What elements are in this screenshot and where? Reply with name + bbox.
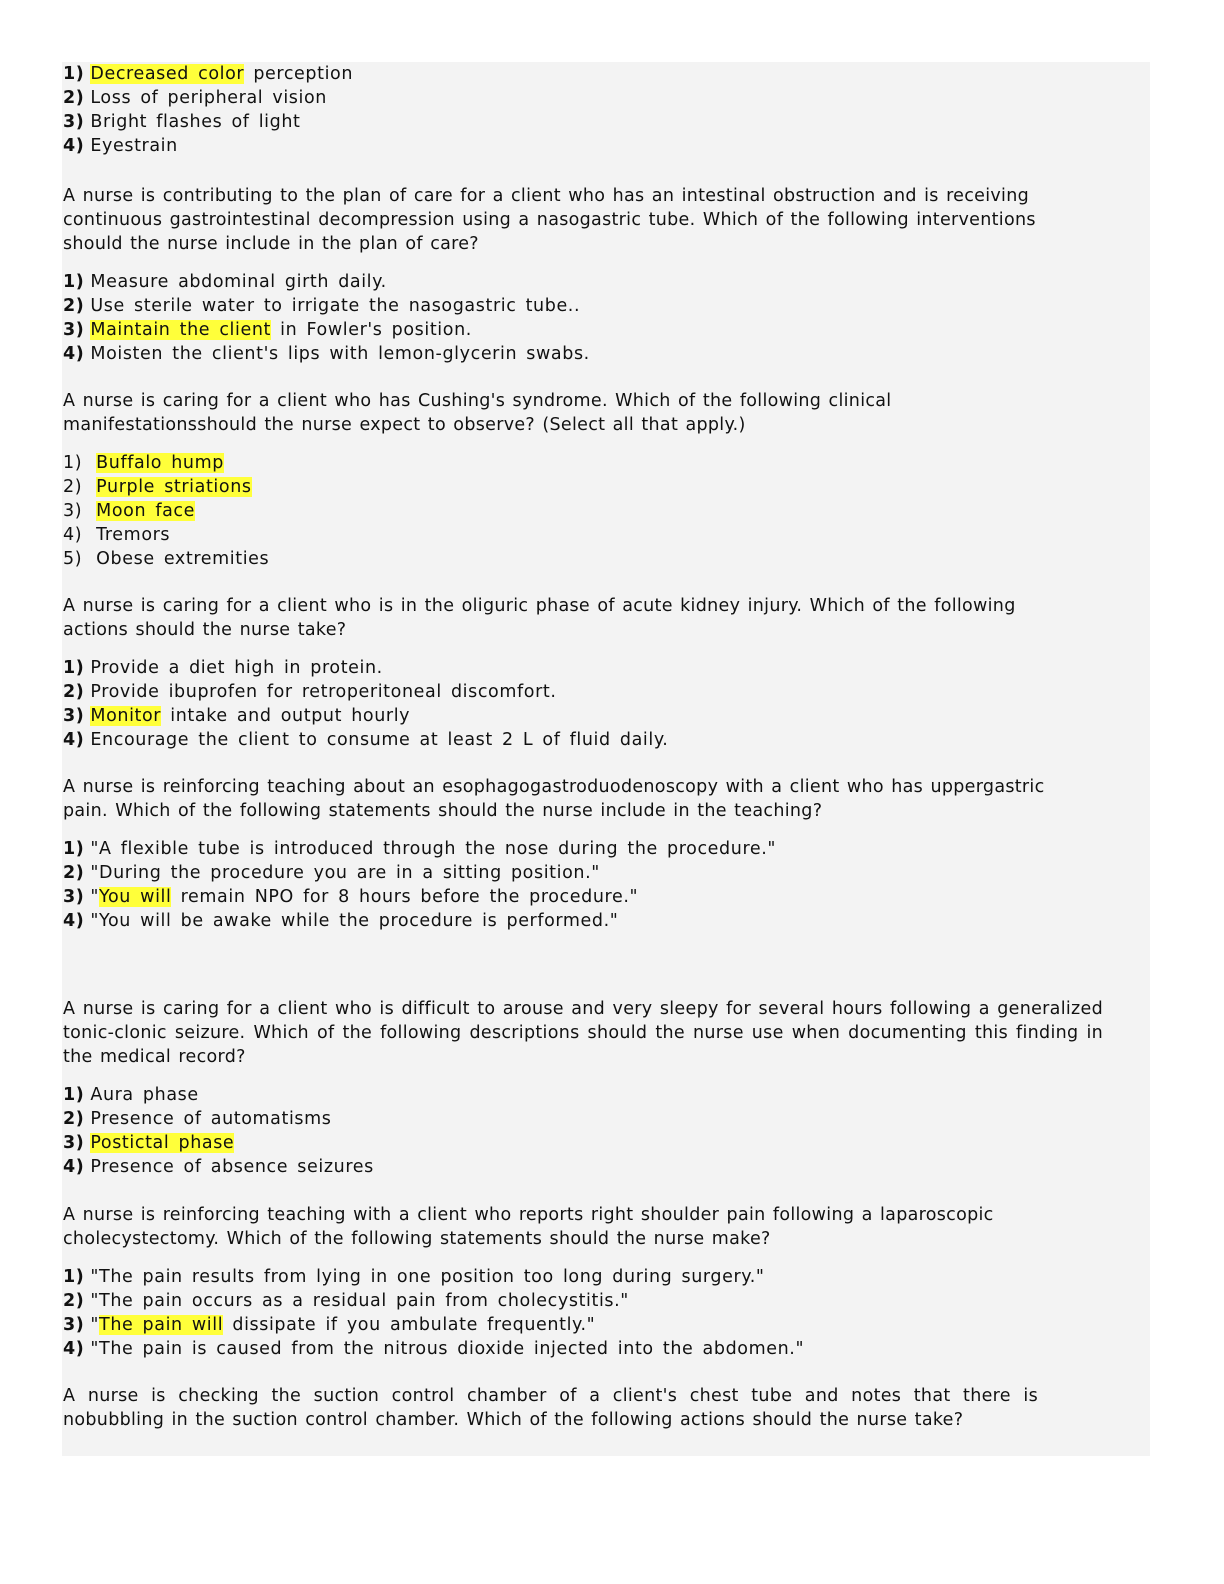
question-stem: A nurse is caring for a client who has Cushing's syndrome. Which of the following clinical manifestationsshould the nurse expect to observe? (Select all that apply.) xyxy=(63,391,892,435)
highlighted-answer: Purple striations xyxy=(96,477,252,497)
question-stem: A nurse is caring for a client who is in the oliguric phase of acute kidney injury. Which of the following actions should the nurse take? xyxy=(63,596,1016,640)
option-line: 4) Encourage the client to consume at least 2 L of fluid daily. xyxy=(63,730,669,750)
option-line: 1) "A flexible tube is introduced through the nose during the procedure." xyxy=(63,839,777,859)
option-line: 4) Tremors xyxy=(63,525,171,545)
option-line: 2) "During the procedure you are in a sitting position." xyxy=(63,863,600,883)
option-line: 1) Measure abdominal girth daily. xyxy=(63,272,387,292)
question-block-2 xyxy=(63,389,1110,571)
question-stem: A nurse is checking the suction control chamber of a client's chest tube and notes that there is nobubbling in the suction control chamber. Which of the following actions should the nurse take? xyxy=(63,1386,1038,1430)
highlighted-answer: The pain will xyxy=(99,1315,224,1335)
question-block-6 xyxy=(63,1203,1110,1361)
option-line: 2) "The pain occurs as a residual pain from cholecystitis." xyxy=(63,1291,629,1311)
option-line: 1) Decreased color perception xyxy=(63,64,354,84)
option-line: 2) Loss of peripheral vision xyxy=(63,88,327,108)
option-line: 5) Obese extremities xyxy=(63,549,270,569)
document-page xyxy=(62,62,1150,1456)
question-block-7 xyxy=(63,1384,1110,1432)
option-line: 4) Presence of absence seizures xyxy=(63,1157,374,1177)
option-line: 2) Provide ibuprofen for retroperitoneal discomfort. xyxy=(63,682,557,702)
option-line: 1) "The pain results from lying in one position too long during surgery." xyxy=(63,1267,765,1287)
option-line: 2) Presence of automatisms xyxy=(63,1109,332,1129)
option-line: 1) Provide a diet high in protein. xyxy=(63,658,383,678)
option-line: 4) Eyestrain xyxy=(63,136,178,156)
option-line: 3) Monitor intake and output hourly xyxy=(63,706,411,726)
option-line: 2) Purple striations xyxy=(63,477,252,497)
highlighted-answer: Moon face xyxy=(96,501,196,521)
question-block-4 xyxy=(63,775,1110,933)
question-stem: A nurse is contributing to the plan of care for a client who has an intestinal obstruction and is receiving continuous gastrointestinal decompression using a nasogastric tube. Which of the following interventions should the nurse include in the plan of care? xyxy=(63,186,1036,254)
option-line: 3) "The pain will dissipate if you ambulate frequently." xyxy=(63,1315,596,1335)
highlighted-answer: Buffalo hump xyxy=(96,453,224,473)
highlighted-answer: Maintain the client xyxy=(90,320,271,340)
option-line: 3) Moon face xyxy=(63,501,196,521)
option-line: 3) Bright flashes of light xyxy=(63,112,301,132)
question-block-5 xyxy=(63,997,1110,1179)
option-line: 1) Aura phase xyxy=(63,1085,199,1105)
option-line: 3) Maintain the client in Fowler's position. xyxy=(63,320,472,340)
highlighted-answer: Postictal phase xyxy=(90,1133,235,1153)
option-line: 4) "The pain is caused from the nitrous dioxide injected into the abdomen." xyxy=(63,1339,805,1359)
question-stem: A nurse is reinforcing teaching about an esophagogastroduodenoscopy with a client who has uppergastric pain. Which of the following statements should the nurse include in the teaching? xyxy=(63,777,1045,821)
highlighted-answer: Monitor xyxy=(90,706,162,726)
option-line: 4) Moisten the client's lips with lemon-glycerin swabs. xyxy=(63,344,590,364)
option-line: 4) "You will be awake while the procedure is performed." xyxy=(63,911,619,931)
highlighted-answer: You will xyxy=(99,887,172,907)
option-line: 1) Buffalo hump xyxy=(63,453,224,473)
question-block-3 xyxy=(63,594,1110,752)
question-stem: A nurse is reinforcing teaching with a client who reports right shoulder pain following a laparoscopic cholecystectomy. Which of the following statements should the nurse make? xyxy=(63,1205,994,1249)
option-line: 2) Use sterile water to irrigate the nasogastric tube.. xyxy=(63,296,581,316)
highlighted-answer: Decreased color xyxy=(90,64,245,84)
question-stem: A nurse is caring for a client who is difficult to arouse and very sleepy for several hours following a generalized tonic-clonic seizure. Which of the following descriptions should the nurse use when documenting this finding in the medical record? xyxy=(63,999,1103,1067)
question-block-1 xyxy=(63,184,1110,366)
option-line: 3) Postictal phase xyxy=(63,1133,235,1153)
question-block-0 xyxy=(63,62,1110,158)
option-line: 3) "You will remain NPO for 8 hours before the procedure." xyxy=(63,887,639,907)
